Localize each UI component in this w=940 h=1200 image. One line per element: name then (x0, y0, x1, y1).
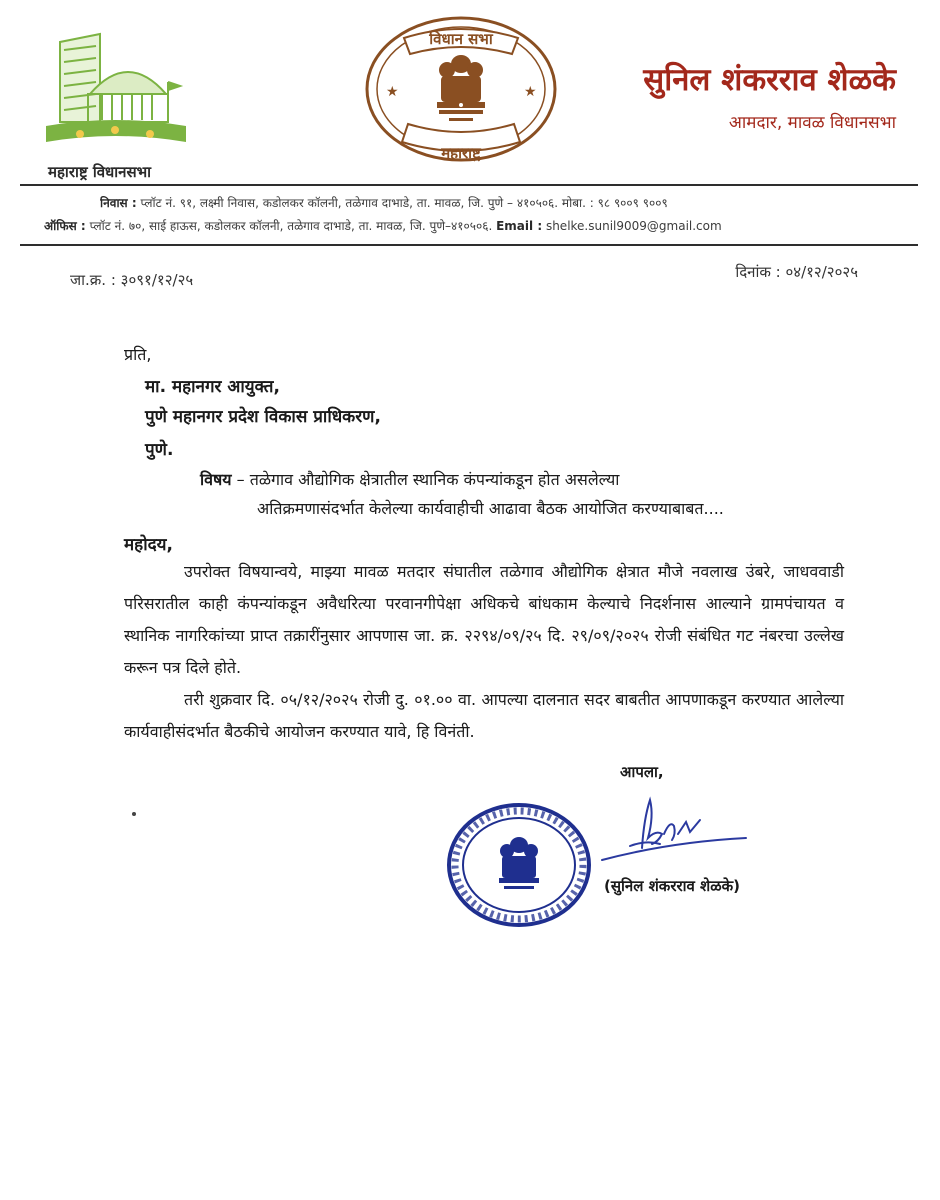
residence-text: प्लॉट नं. ९१, लक्ष्मी निवास, कडोलकर कॉलनी, तळेगाव दाभाडे, ता. मावळ, जि. पुणे – ४१०५०६. मोबा. : ९८ ९००९ ९००९ (140, 196, 668, 210)
vidhan-bhavan-building-icon (40, 22, 190, 152)
vidhan-sabha-seal (362, 14, 560, 164)
email-text: shelke.sunil9009@gmail.com (545, 219, 722, 233)
residence-label: निवास : (100, 196, 137, 210)
office-label: ऑफिस : (44, 219, 86, 233)
reference-number: जा.क्र. : ३०९१/१२/२५ (70, 271, 194, 289)
svg-text:★: ★ (524, 84, 537, 100)
addressee-line-3: पुणे. (145, 440, 174, 460)
assembly-label: महाराष्ट्र विधानसभा (48, 163, 152, 181)
svg-text:★: ★ (386, 84, 399, 100)
office-text: प्लॉट नं. ७०, साई हाऊस, कडोलकर कॉलनी, तळेगाव दाभाडे, ता. मावळ, जि. पुणे–४१०५०६. (89, 219, 493, 233)
email-label: Email : (496, 219, 543, 233)
addressee-line-1: मा. महानगर आयुक्त, (145, 377, 280, 397)
residence-address (100, 194, 900, 211)
mla-name: सुनिल शंकरराव शेळके (643, 62, 896, 98)
emblem-stamp-icon (444, 800, 594, 930)
signer-name: (सुनिल शंकरराव शेळके) (604, 877, 741, 895)
subject-line-1 (200, 468, 619, 490)
signature-icon (600, 790, 750, 870)
ashoka-emblem-icon (431, 50, 491, 130)
header-divider-top (20, 184, 918, 186)
letter-date: दिनांक : ०४/१२/२०२५ (735, 263, 858, 281)
paragraph-1: उपरोक्त विषयान्वये, माझ्या मावळ मतदार संघातील तळेगाव औद्योगिक क्षेत्रात मौजे नवलाख उंबरे, जाधववाडी परिसरातील काही कंपन्यांकडून अवैधरित्या परवानगीपेक्षा अधिकचे बांधकाम केल्याचे निदर्शनास आल्याने ग्रामपंचायत व स्थानिक नागरिकांच्या प्राप्त तक्रारींनुसार आपणास जा. क्र. २२९४/०९/२५ दि. २९/०९/२०२५ रोजी संबंधित गट नंबरचा उल्लेख करून पत्र दिले होते. (124, 562, 844, 677)
office-address (44, 217, 914, 234)
salutation: महोदय, (124, 535, 173, 555)
addressee-line-2: पुणे महानगर प्रदेश विकास प्राधिकरण, (145, 407, 381, 427)
vidhan-bhavan-logo (40, 22, 210, 181)
seal-top-text: विधान सभा (429, 30, 493, 48)
subject-line-2: अतिक्रमणासंदर्भात केलेल्या कार्यवाहीची आढावा बैठक आयोजित करण्याबाबत.... (257, 499, 724, 518)
subject-text-1: – तळेगाव औद्योगिक क्षेत्रातील स्थानिक कंपन्यांकडून होत असलेल्या (231, 470, 620, 489)
subject-label: विषय (200, 470, 232, 489)
mla-designation: आमदार, मावळ विधानसभा (728, 113, 896, 133)
paragraph-2: तरी शुक्रवार दि. ०५/१२/२०२५ रोजी दु. ०१.०० वा. आपल्या दालनात सदर बाबतीत आपणाकडून करण्यात आलेल्या कार्यवाहीसंदर्भात बैठकीचे आयोजन करण्यात यावे, हि विनंती. (124, 690, 844, 741)
closing: आपला, (620, 763, 664, 781)
speck (132, 812, 136, 816)
seal-bottom-text: महाराष्ट्र (441, 144, 481, 162)
letterhead (0, 0, 940, 300)
to-label: प्रति, (124, 345, 152, 364)
header-divider-bottom (20, 244, 918, 246)
